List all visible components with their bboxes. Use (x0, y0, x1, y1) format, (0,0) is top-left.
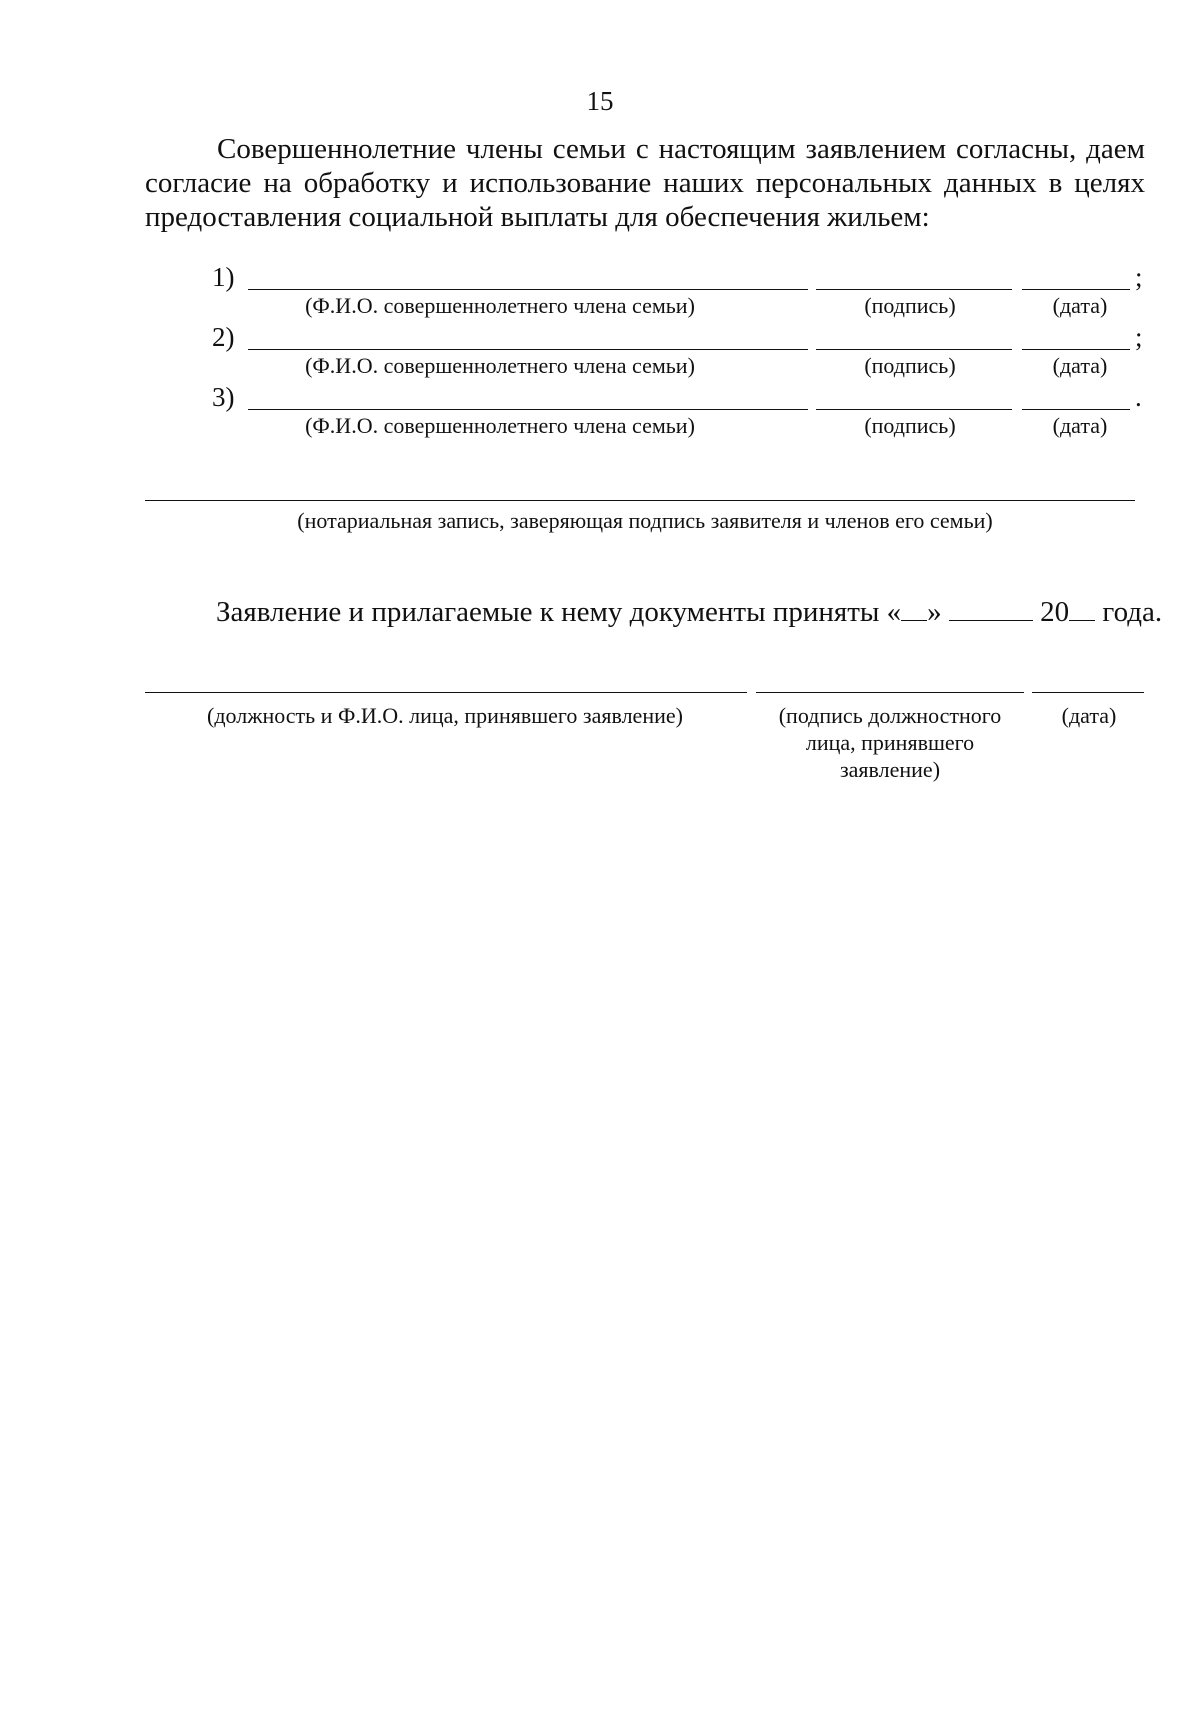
caption-signature-1: (подпись) (864, 293, 956, 318)
caption-name-2: (Ф.И.О. совершеннолетнего члена семьи) (305, 353, 695, 378)
caption-name-3: (Ф.И.О. совершеннолетнего члена семьи) (305, 413, 695, 438)
accepted-statement (216, 596, 1163, 629)
signature-line[interactable] (816, 266, 1012, 290)
caption-date-2: (дата) (1052, 353, 1108, 378)
accepted-quote-close: » (927, 596, 942, 628)
official-caption-position: (должность и Ф.И.О. лица, принявшего заявление) (207, 703, 683, 728)
signature-line[interactable] (816, 326, 1012, 350)
signature-line[interactable] (816, 386, 1012, 410)
caption-name-1: (Ф.И.О. совершеннолетнего члена семьи) (305, 293, 695, 318)
notary-line[interactable] (145, 500, 1135, 501)
member-row-1 (200, 262, 1150, 292)
year-blank[interactable] (1069, 597, 1095, 621)
caption-date-1: (дата) (1052, 293, 1108, 318)
caption-date-3: (дата) (1052, 413, 1108, 438)
date-line[interactable] (1022, 326, 1130, 350)
member-row-3 (200, 382, 1150, 412)
day-blank[interactable] (901, 597, 927, 621)
name-line[interactable] (248, 326, 808, 350)
official-caption-date: (дата) (1061, 703, 1117, 728)
end-punctuation: ; (1135, 262, 1143, 292)
member-number: 1) (212, 262, 235, 292)
member-row-2 (200, 322, 1150, 352)
accepted-prefix: Заявление и прилагаемые к нему документы приняты « (216, 596, 902, 628)
end-punctuation: ; (1135, 322, 1143, 352)
official-signature-line[interactable] (756, 692, 1024, 693)
end-punctuation: . (1135, 382, 1142, 412)
intro-paragraph: Совершеннолетние члены семьи с настоящим заявлением согласны, даем согласие на обработку и использование наших персональных данных в целях предоставления социальной выплаты для обеспечения жильем: (145, 133, 1145, 233)
page-number: 15 (586, 86, 614, 116)
date-line[interactable] (1022, 386, 1130, 410)
caption-signature-3: (подпись) (864, 413, 956, 438)
name-line[interactable] (248, 266, 808, 290)
official-caption-signature: (подпись должностного лица, принявшего заявление) (778, 703, 1002, 782)
notary-caption: (нотариальная запись, заверяющая подпись заявителя и членов его семьи) (297, 508, 993, 533)
caption-signature-2: (подпись) (864, 353, 956, 378)
official-position-line[interactable] (145, 692, 747, 693)
name-line[interactable] (248, 386, 808, 410)
month-blank[interactable] (949, 597, 1033, 621)
date-line[interactable] (1022, 266, 1130, 290)
year-prefix: 20 (1040, 596, 1070, 628)
accepted-suffix: года. (1102, 596, 1163, 628)
member-number: 2) (212, 322, 235, 352)
member-number: 3) (212, 382, 235, 412)
official-date-line[interactable] (1032, 692, 1144, 693)
